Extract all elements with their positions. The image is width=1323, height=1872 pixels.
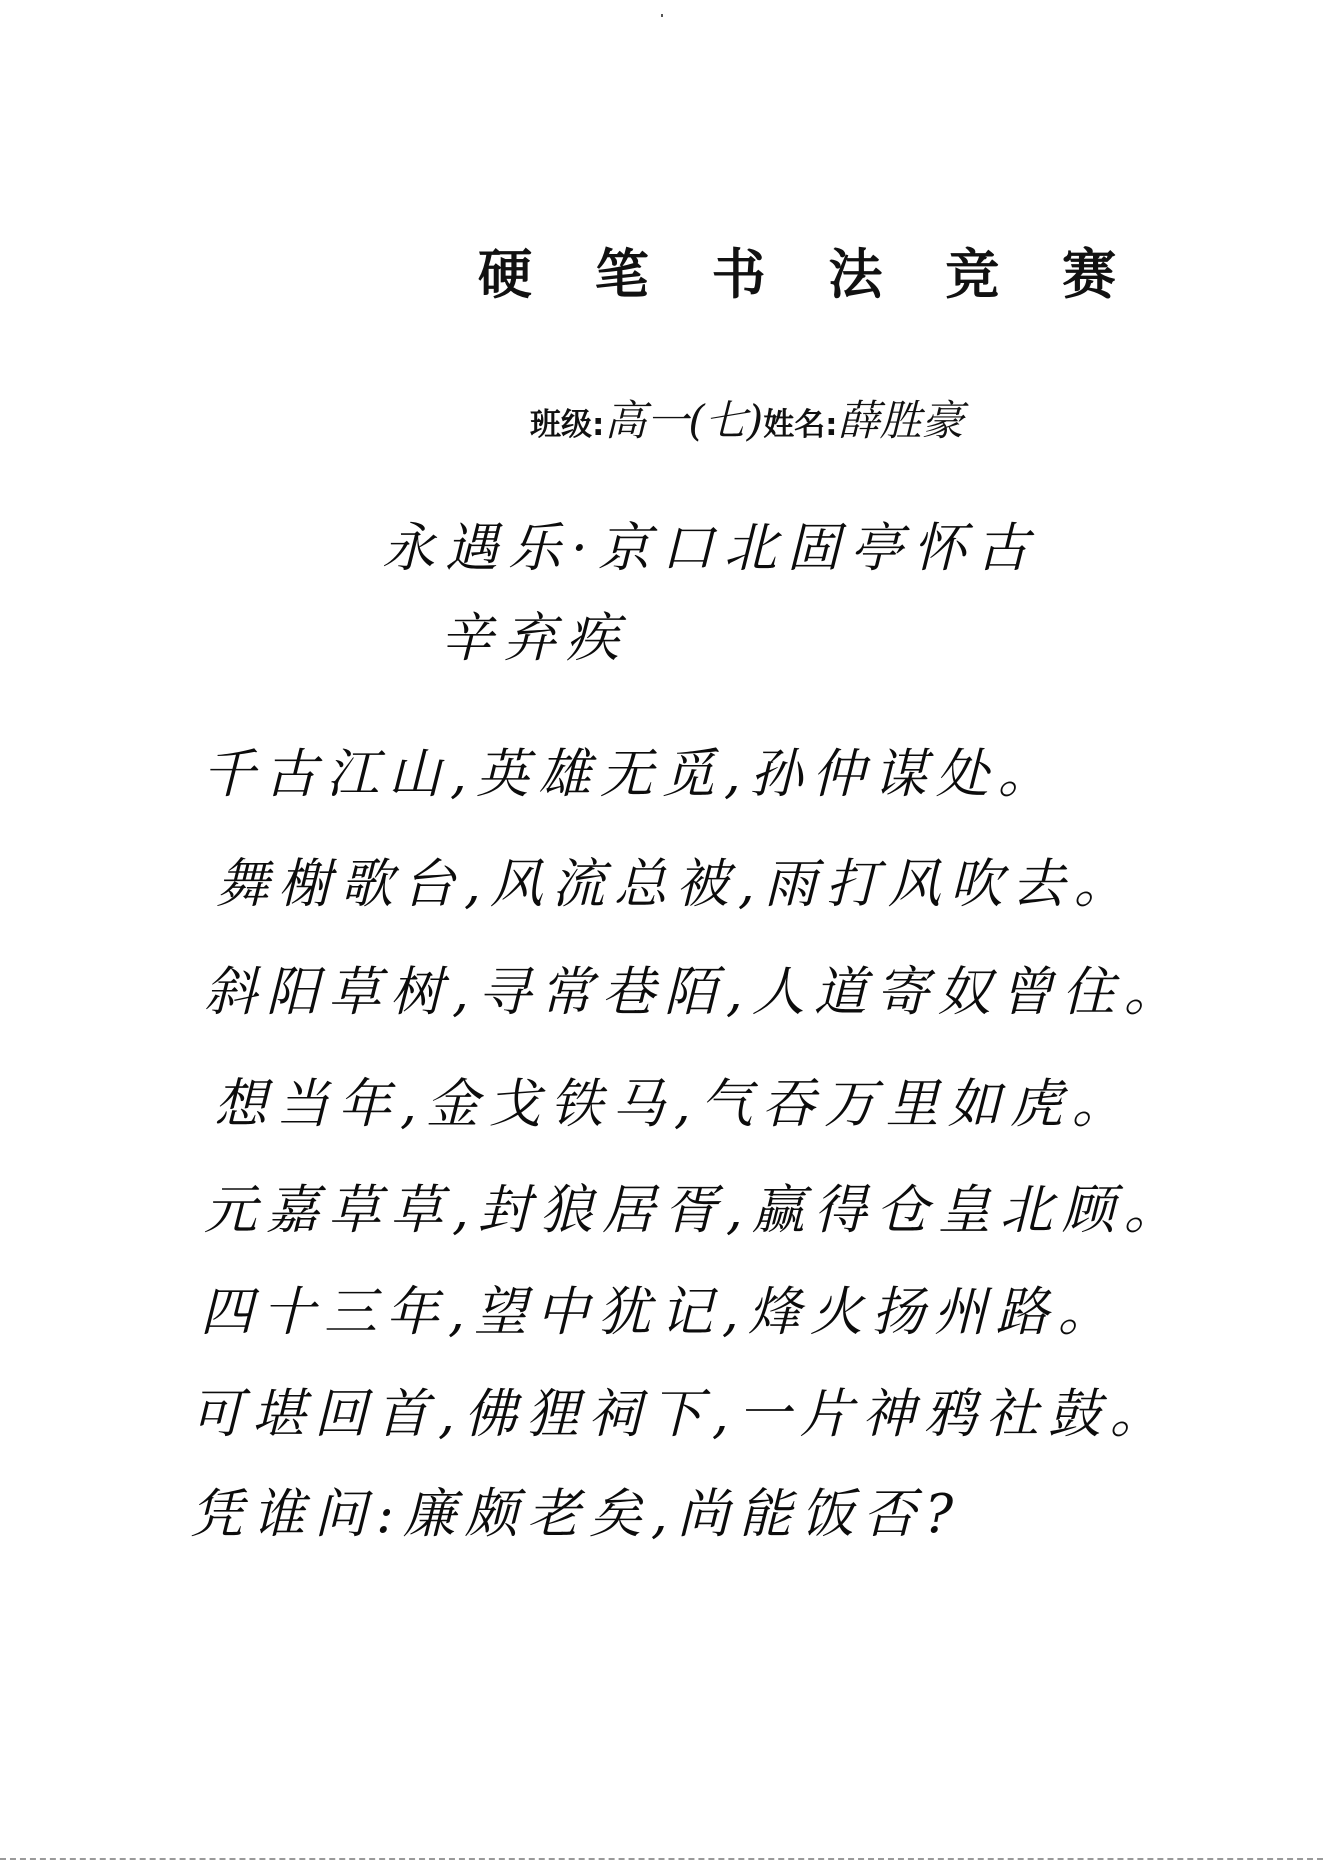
poem-line: 舞榭歌台,风流总被,雨打风吹去。 bbox=[216, 854, 1136, 915]
poem-line: 可堪回首,佛狸祠下,一片神鸦社鼓。 bbox=[190, 1384, 1172, 1445]
class-value: 高一(七) bbox=[604, 396, 764, 445]
scan-speck bbox=[661, 14, 663, 17]
class-label: 班级: bbox=[530, 407, 605, 443]
poem-line: 千古江山,英雄无觅,孙仲谋处。 bbox=[202, 744, 1060, 805]
poem-line: 四十三年,望中犹记,烽火扬州路。 bbox=[200, 1282, 1120, 1343]
poem-line: 凭谁问:廉颇老矣,尚能饭否? bbox=[190, 1484, 963, 1545]
poem-line: 元嘉草草,封狼居胥,赢得仓皇北顾。 bbox=[204, 1180, 1186, 1241]
poem-line: 斜阳草树,寻常巷陌,人道寄奴曾住。 bbox=[204, 962, 1186, 1023]
page-title: 硬 笔 书 法 竞 赛 bbox=[478, 242, 1138, 306]
poem-title: 永遇乐·京口北固亭怀古 bbox=[382, 518, 1039, 579]
poem-author: 辛弃疾 bbox=[440, 608, 629, 669]
scan-edge-line bbox=[0, 1858, 1323, 1862]
name-label: 姓名: bbox=[763, 407, 838, 443]
student-info bbox=[530, 388, 964, 448]
poem-line: 想当年,金戈铁马,气吞万里如虎。 bbox=[214, 1074, 1134, 1135]
name-value: 薛胜豪 bbox=[837, 396, 964, 445]
